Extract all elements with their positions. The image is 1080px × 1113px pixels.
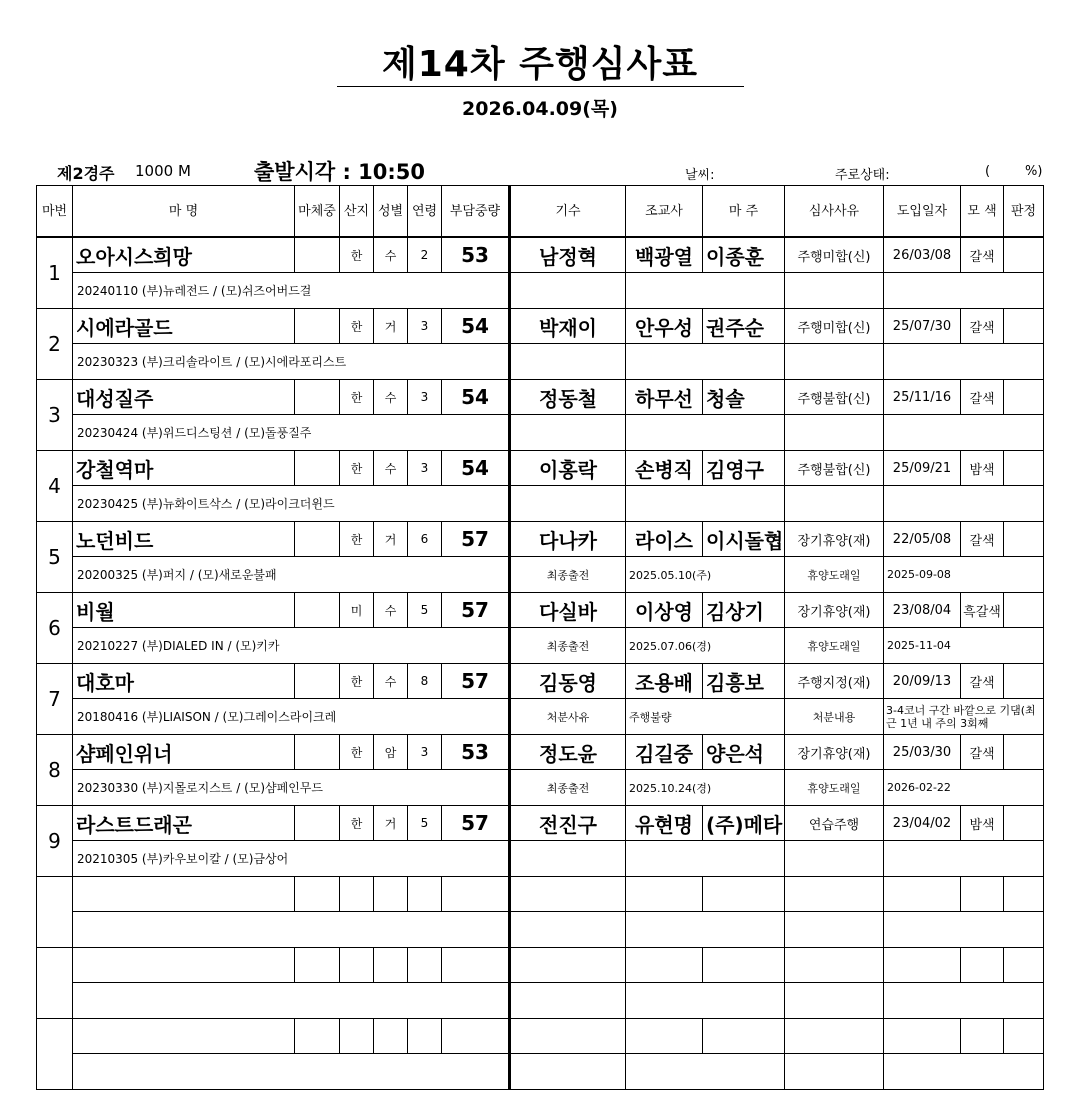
horse-name: 오아시스희망	[73, 237, 295, 273]
horse-info-value-1	[626, 983, 785, 1019]
horse-detail-row	[37, 557, 1044, 593]
horse-weight: 57	[442, 522, 510, 557]
header-intro-date: 도입일자	[884, 186, 961, 238]
horse-number: 8	[37, 735, 73, 806]
horse-detail-row	[37, 628, 1044, 664]
horse-number: 7	[37, 664, 73, 735]
horse-jockey	[510, 1019, 626, 1054]
horse-origin	[340, 1019, 374, 1054]
horse-info-label-2	[785, 486, 884, 522]
horse-number: 2	[37, 309, 73, 380]
horse-info-label-2: 처분내용	[785, 699, 884, 735]
horse-owner: 청솔	[703, 380, 785, 415]
horse-owner: (주)메타	[703, 806, 785, 841]
horse-pedigree	[73, 912, 510, 948]
horse-trainer: 라이스	[626, 522, 703, 557]
header-age: 연령	[408, 186, 442, 238]
horse-review-reason: 주행지정(재)	[785, 664, 884, 699]
horse-trainer: 유현명	[626, 806, 703, 841]
horse-jockey: 김동영	[510, 664, 626, 699]
race-distance: 1000 M	[135, 162, 191, 180]
horse-trainer	[626, 948, 703, 983]
horse-coat-color: 밤색	[961, 451, 1004, 486]
horse-coat-color: 갈색	[961, 380, 1004, 415]
start-time: 출발시각 : 10:50	[254, 160, 426, 184]
horse-row	[37, 877, 1044, 912]
horse-info-value-2	[884, 344, 1044, 380]
horse-verdict[interactable]	[1004, 806, 1044, 841]
horse-coat-color: 갈색	[961, 309, 1004, 344]
horse-jockey: 전진구	[510, 806, 626, 841]
horse-name	[73, 1019, 295, 1054]
horse-info-value-1	[626, 344, 785, 380]
horse-weight: 53	[442, 735, 510, 770]
horse-info-label-1: 최종출전	[510, 628, 626, 664]
horse-info-label-1	[510, 912, 626, 948]
horse-coat-color: 흑갈색	[961, 593, 1004, 628]
horse-sex: 거	[374, 806, 408, 841]
horse-row	[37, 522, 1044, 557]
horse-pedigree: 20230425 (부)뉴화이트삭스 / (모)라이크더윈드	[73, 486, 510, 522]
horse-sex	[374, 877, 408, 912]
header-no: 마번	[37, 186, 73, 238]
horse-review-reason	[785, 877, 884, 912]
horse-info-label-1	[510, 983, 626, 1019]
horse-body-weight[interactable]	[295, 309, 340, 344]
horse-trainer: 김길중	[626, 735, 703, 770]
horse-verdict[interactable]	[1004, 735, 1044, 770]
horse-info-label-2: 휴양도래일	[785, 770, 884, 806]
horse-info-value-2	[884, 1054, 1044, 1090]
horse-review-reason: 주행불합(신)	[785, 380, 884, 415]
horse-origin: 한	[340, 380, 374, 415]
title-underline	[337, 86, 744, 87]
horse-review-reason	[785, 948, 884, 983]
horse-weight: 57	[442, 664, 510, 699]
horse-info-value-1	[626, 486, 785, 522]
header-trainer: 조교사	[626, 186, 703, 238]
header-weight: 부담중량	[442, 186, 510, 238]
horse-verdict[interactable]	[1004, 380, 1044, 415]
horse-body-weight[interactable]	[295, 1019, 340, 1054]
horse-verdict[interactable]	[1004, 451, 1044, 486]
header-body-weight: 마체중	[295, 186, 340, 238]
horse-trainer: 손병직	[626, 451, 703, 486]
horse-info-label-1	[510, 1054, 626, 1090]
horse-number: 1	[37, 237, 73, 309]
horse-age: 3	[408, 451, 442, 486]
horse-review-reason: 장기휴양(재)	[785, 522, 884, 557]
horse-review-reason: 연습주행	[785, 806, 884, 841]
horse-pedigree	[73, 1054, 510, 1090]
horse-jockey: 이홍락	[510, 451, 626, 486]
horse-trainer: 백광열	[626, 237, 703, 273]
horse-age: 2	[408, 237, 442, 273]
horse-number	[37, 877, 73, 948]
horse-owner: 이종훈	[703, 237, 785, 273]
horse-origin: 한	[340, 664, 374, 699]
horse-row	[37, 664, 1044, 699]
horse-detail-row	[37, 1054, 1044, 1090]
horse-detail-row	[37, 841, 1044, 877]
horse-detail-row	[37, 415, 1044, 451]
horse-info-label-2	[785, 273, 884, 309]
horse-intro-date	[884, 877, 961, 912]
horse-body-weight[interactable]	[295, 380, 340, 415]
horse-row	[37, 593, 1044, 628]
horse-jockey: 박재이	[510, 309, 626, 344]
horse-info-value-2	[884, 841, 1044, 877]
horse-info-label-2: 휴양도래일	[785, 557, 884, 593]
horse-review-reason: 장기휴양(재)	[785, 735, 884, 770]
horse-info-value-1: 2025.10.24(경)	[626, 770, 785, 806]
horse-number	[37, 948, 73, 1019]
horse-age	[408, 877, 442, 912]
horse-info-value-1: 주행불량	[626, 699, 785, 735]
horse-age	[408, 1019, 442, 1054]
horse-weight: 53	[442, 237, 510, 273]
horse-name	[73, 877, 295, 912]
horse-pedigree: 20210227 (부)DIALED IN / (모)키카	[73, 628, 510, 664]
horse-weight	[442, 1019, 510, 1054]
horse-info-value-1	[626, 273, 785, 309]
horse-verdict[interactable]	[1004, 522, 1044, 557]
horse-sex: 수	[374, 237, 408, 273]
horse-intro-date: 22/05/08	[884, 522, 961, 557]
horse-sex	[374, 948, 408, 983]
horse-name: 샴페인위너	[73, 735, 295, 770]
horse-trainer	[626, 877, 703, 912]
horse-coat-color: 갈색	[961, 237, 1004, 273]
horse-info-value-2	[884, 273, 1044, 309]
horse-coat-color: 밤색	[961, 806, 1004, 841]
horse-number: 6	[37, 593, 73, 664]
weather-label: 날씨:	[685, 168, 715, 183]
horse-info-value-2	[884, 912, 1044, 948]
horse-sex: 수	[374, 380, 408, 415]
horse-verdict[interactable]	[1004, 1019, 1044, 1054]
horse-age: 5	[408, 593, 442, 628]
horse-info-label-2	[785, 841, 884, 877]
horse-coat-color	[961, 948, 1004, 983]
horse-body-weight[interactable]	[295, 237, 340, 273]
horse-info-label-1	[510, 486, 626, 522]
horse-intro-date: 23/08/04	[884, 593, 961, 628]
horse-body-weight[interactable]	[295, 664, 340, 699]
horse-body-weight[interactable]	[295, 593, 340, 628]
horse-detail-row	[37, 770, 1044, 806]
horse-detail-row	[37, 344, 1044, 380]
horse-coat-color: 갈색	[961, 664, 1004, 699]
horse-owner: 양은석	[703, 735, 785, 770]
horse-weight	[442, 948, 510, 983]
horse-trainer: 조용배	[626, 664, 703, 699]
horse-trainer: 안우성	[626, 309, 703, 344]
horse-origin: 한	[340, 806, 374, 841]
horse-info-label-1	[510, 344, 626, 380]
horse-pedigree: 20180416 (부)LIAISON / (모)그레이스라이크레	[73, 699, 510, 735]
horse-trainer	[626, 1019, 703, 1054]
header-verdict: 판정	[1004, 186, 1044, 238]
horse-row	[37, 735, 1044, 770]
horse-age: 3	[408, 309, 442, 344]
horse-row	[37, 380, 1044, 415]
horse-info-label-2	[785, 912, 884, 948]
horse-info-label-1	[510, 841, 626, 877]
header-jockey: 기수	[510, 186, 626, 238]
horse-origin: 한	[340, 451, 374, 486]
horse-info-label-2	[785, 344, 884, 380]
horse-sex	[374, 1019, 408, 1054]
horse-body-weight[interactable]	[295, 451, 340, 486]
horse-age: 5	[408, 806, 442, 841]
horse-sex: 수	[374, 664, 408, 699]
horse-review-reason: 주행불합(신)	[785, 451, 884, 486]
horse-sex: 거	[374, 522, 408, 557]
horse-owner: 김영구	[703, 451, 785, 486]
horse-number	[37, 1019, 73, 1090]
horse-name: 강철역마	[73, 451, 295, 486]
horse-body-weight[interactable]	[295, 735, 340, 770]
horse-jockey: 정도윤	[510, 735, 626, 770]
horse-name: 대호마	[73, 664, 295, 699]
horse-info-value-1	[626, 1054, 785, 1090]
race-number: 제2경주	[57, 164, 115, 183]
horse-row	[37, 451, 1044, 486]
horse-sex: 거	[374, 309, 408, 344]
horse-info-label-1: 처분사유	[510, 699, 626, 735]
horse-info-value-1	[626, 415, 785, 451]
horse-review-reason	[785, 1019, 884, 1054]
horse-detail-row	[37, 486, 1044, 522]
header-name: 마 명	[73, 186, 295, 238]
horse-name: 비월	[73, 593, 295, 628]
horse-body-weight[interactable]	[295, 522, 340, 557]
horse-number: 3	[37, 380, 73, 451]
horse-weight	[442, 877, 510, 912]
horse-info-label-2	[785, 983, 884, 1019]
horse-intro-date: 20/09/13	[884, 664, 961, 699]
header-origin: 산지	[340, 186, 374, 238]
horse-owner: 권주순	[703, 309, 785, 344]
horse-number: 4	[37, 451, 73, 522]
horse-info-label-1	[510, 415, 626, 451]
horse-owner	[703, 1019, 785, 1054]
page-date: 2026.04.09(목)	[462, 98, 618, 120]
horse-age: 3	[408, 735, 442, 770]
horse-body-weight[interactable]	[295, 806, 340, 841]
horse-name: 대성질주	[73, 380, 295, 415]
horse-row	[37, 806, 1044, 841]
horse-coat-color: 갈색	[961, 522, 1004, 557]
horse-pedigree: 20240110 (부)뉴레전드 / (모)쉬즈어버드걸	[73, 273, 510, 309]
horse-intro-date: 25/11/16	[884, 380, 961, 415]
horse-weight: 54	[442, 380, 510, 415]
horse-age: 8	[408, 664, 442, 699]
horse-info-label-2: 휴양도래일	[785, 628, 884, 664]
horse-intro-date: 23/04/02	[884, 806, 961, 841]
horse-info-value-2: 3-4코너 구간 바깥으로 기댐(최근 1년 내 주의 3회째	[884, 699, 1044, 735]
horse-name: 라스트드래곤	[73, 806, 295, 841]
horse-verdict[interactable]	[1004, 877, 1044, 912]
horse-detail-row	[37, 912, 1044, 948]
horse-info-value-1: 2025.05.10(주)	[626, 557, 785, 593]
horse-row	[37, 309, 1044, 344]
horse-jockey: 정동철	[510, 380, 626, 415]
horse-intro-date: 25/09/21	[884, 451, 961, 486]
horse-number: 5	[37, 522, 73, 593]
horse-name	[73, 948, 295, 983]
horse-name: 노던비드	[73, 522, 295, 557]
horse-origin: 한	[340, 735, 374, 770]
horse-jockey: 다나카	[510, 522, 626, 557]
horse-pedigree: 20230323 (부)크리솔라이트 / (모)시에라포리스트	[73, 344, 510, 380]
horse-body-weight[interactable]	[295, 877, 340, 912]
horse-origin	[340, 948, 374, 983]
horse-info-label-1: 최종출전	[510, 770, 626, 806]
horse-info-label-2	[785, 1054, 884, 1090]
horse-review-reason: 주행미합(신)	[785, 309, 884, 344]
horse-origin: 한	[340, 309, 374, 344]
horse-pedigree: 20230424 (부)위드디스팅션 / (모)돌풍질주	[73, 415, 510, 451]
horse-age	[408, 948, 442, 983]
horse-name: 시에라골드	[73, 309, 295, 344]
horse-number: 9	[37, 806, 73, 877]
horse-verdict[interactable]	[1004, 593, 1044, 628]
horse-detail-row	[37, 273, 1044, 309]
horse-info-value-2	[884, 486, 1044, 522]
horse-weight: 57	[442, 593, 510, 628]
horse-intro-date: 25/03/30	[884, 735, 961, 770]
horse-jockey: 다실바	[510, 593, 626, 628]
horse-detail-row	[37, 983, 1044, 1019]
horse-info-value-2: 2025-09-08	[884, 557, 1044, 593]
horse-info-value-2: 2026-02-22	[884, 770, 1044, 806]
horse-sex: 수	[374, 593, 408, 628]
horse-sex: 수	[374, 451, 408, 486]
horse-trainer: 이상영	[626, 593, 703, 628]
page-title: 제14차 주행심사표	[381, 44, 699, 85]
horse-age: 3	[408, 380, 442, 415]
horse-origin: 한	[340, 237, 374, 273]
horse-owner: 김상기	[703, 593, 785, 628]
horse-coat-color	[961, 1019, 1004, 1054]
horse-trainer: 하무선	[626, 380, 703, 415]
horse-verdict[interactable]	[1004, 309, 1044, 344]
horse-review-reason: 주행미합(신)	[785, 237, 884, 273]
horse-info-value-2	[884, 983, 1044, 1019]
horse-sex: 암	[374, 735, 408, 770]
header-reason: 심사사유	[785, 186, 884, 238]
horse-row	[37, 237, 1044, 273]
horse-intro-date: 26/03/08	[884, 237, 961, 273]
header-sex: 성별	[374, 186, 408, 238]
horse-jockey: 남정혁	[510, 237, 626, 273]
horse-row	[37, 1019, 1044, 1054]
moisture-close: %)	[1025, 164, 1043, 179]
horse-row	[37, 948, 1044, 983]
horse-intro-date	[884, 1019, 961, 1054]
horse-origin: 미	[340, 593, 374, 628]
horse-intro-date	[884, 948, 961, 983]
horse-verdict[interactable]	[1004, 948, 1044, 983]
horse-owner: 이시돌협	[703, 522, 785, 557]
horse-body-weight[interactable]	[295, 948, 340, 983]
horse-jockey	[510, 948, 626, 983]
horse-coat-color	[961, 877, 1004, 912]
header-color: 모 색	[961, 186, 1004, 238]
horse-info-value-1: 2025.07.06(경)	[626, 628, 785, 664]
horse-weight: 54	[442, 309, 510, 344]
horse-info-label-1: 최종출전	[510, 557, 626, 593]
horse-age: 6	[408, 522, 442, 557]
horse-intro-date: 25/07/30	[884, 309, 961, 344]
horse-pedigree: 20210305 (부)카우보이칼 / (모)금상어	[73, 841, 510, 877]
horse-pedigree: 20200325 (부)퍼지 / (모)새로운불패	[73, 557, 510, 593]
horse-info-value-1	[626, 841, 785, 877]
horse-info-label-1	[510, 273, 626, 309]
horse-weight: 57	[442, 806, 510, 841]
horse-review-reason: 장기휴양(재)	[785, 593, 884, 628]
horse-info-value-2: 2025-11-04	[884, 628, 1044, 664]
horse-info-value-2	[884, 415, 1044, 451]
horse-info-label-2	[785, 415, 884, 451]
track-condition-label: 주로상태:	[835, 168, 890, 183]
horse-origin: 한	[340, 522, 374, 557]
horse-origin	[340, 877, 374, 912]
horse-verdict[interactable]	[1004, 237, 1044, 273]
horse-detail-row	[37, 699, 1044, 735]
header-owner: 마 주	[703, 186, 785, 238]
horse-info-value-1	[626, 912, 785, 948]
table-header	[37, 186, 1044, 238]
horse-weight: 54	[442, 451, 510, 486]
review-table	[36, 185, 1044, 1090]
horse-owner	[703, 948, 785, 983]
horse-verdict[interactable]	[1004, 664, 1044, 699]
horse-coat-color: 갈색	[961, 735, 1004, 770]
horse-jockey	[510, 877, 626, 912]
horse-pedigree: 20230330 (부)지몰로지스트 / (모)샴페인무드	[73, 770, 510, 806]
moisture-open: (	[985, 164, 991, 179]
horse-owner	[703, 877, 785, 912]
horse-owner: 김흥보	[703, 664, 785, 699]
horse-pedigree	[73, 983, 510, 1019]
